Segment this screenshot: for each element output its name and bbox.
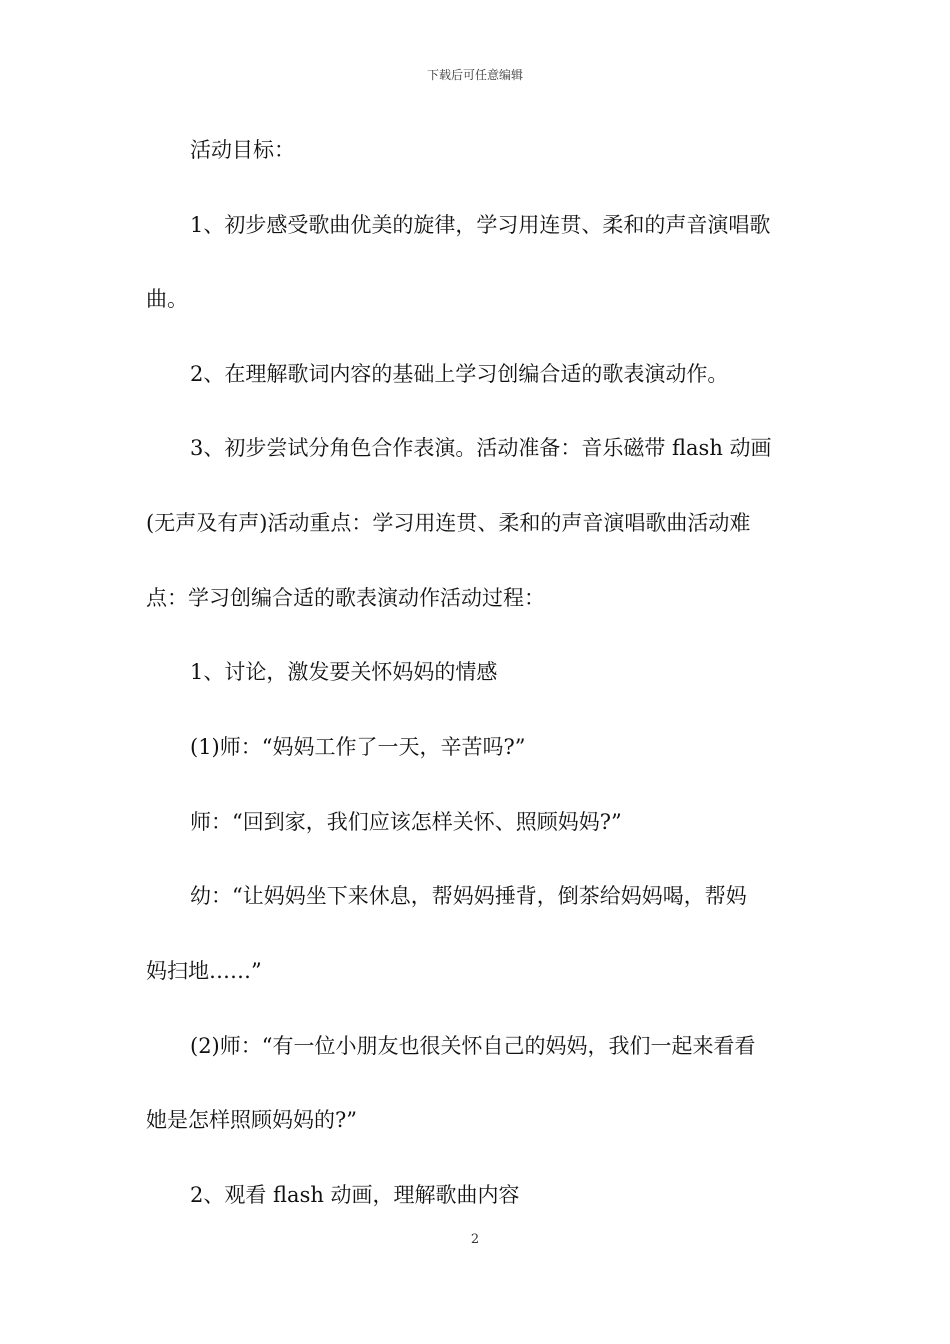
page-number: 2 [470, 1232, 480, 1247]
paragraph-line: 3、初步尝试分角色合作表演。活动准备：音乐磁带 flash 动画 [190, 436, 772, 460]
paragraph-line: (1)师：“妈妈工作了一天，辛苦吗?” [190, 735, 526, 759]
paragraph-line: 点：学习创编合适的歌表演动作活动过程： [146, 586, 545, 610]
paragraph-line: 2、在理解歌词内容的基础上学习创编合适的歌表演动作。 [190, 362, 729, 386]
paragraph-line: 曲。 [146, 287, 188, 311]
paragraph-line: 妈扫地……” [146, 959, 262, 983]
page-header: 下载后可任意编辑 [426, 68, 523, 82]
paragraph-line: 1、初步感受歌曲优美的旋律，学习用连贯、柔和的声音演唱歌 [190, 213, 771, 237]
paragraph-line: (无声及有声)活动重点：学习用连贯、柔和的声音演唱歌曲活动难 [146, 511, 751, 535]
paragraph-line: 师：“回到家，我们应该怎样关怀、照顾妈妈?” [190, 810, 622, 834]
paragraph-line: 她是怎样照顾妈妈的?” [146, 1108, 357, 1132]
paragraph-line: 幼：“让妈妈坐下来休息，帮妈妈捶背，倒茶给妈妈喝，帮妈 [190, 884, 747, 908]
section-heading: 活动目标： [190, 138, 295, 162]
paragraph-line: 2、观看 flash 动画，理解歌曲内容 [190, 1183, 520, 1207]
paragraph-line: 1、讨论，激发要关怀妈妈的情感 [190, 660, 498, 684]
paragraph-line: (2)师：“有一位小朋友也很关怀自己的妈妈，我们一起来看看 [190, 1034, 756, 1058]
